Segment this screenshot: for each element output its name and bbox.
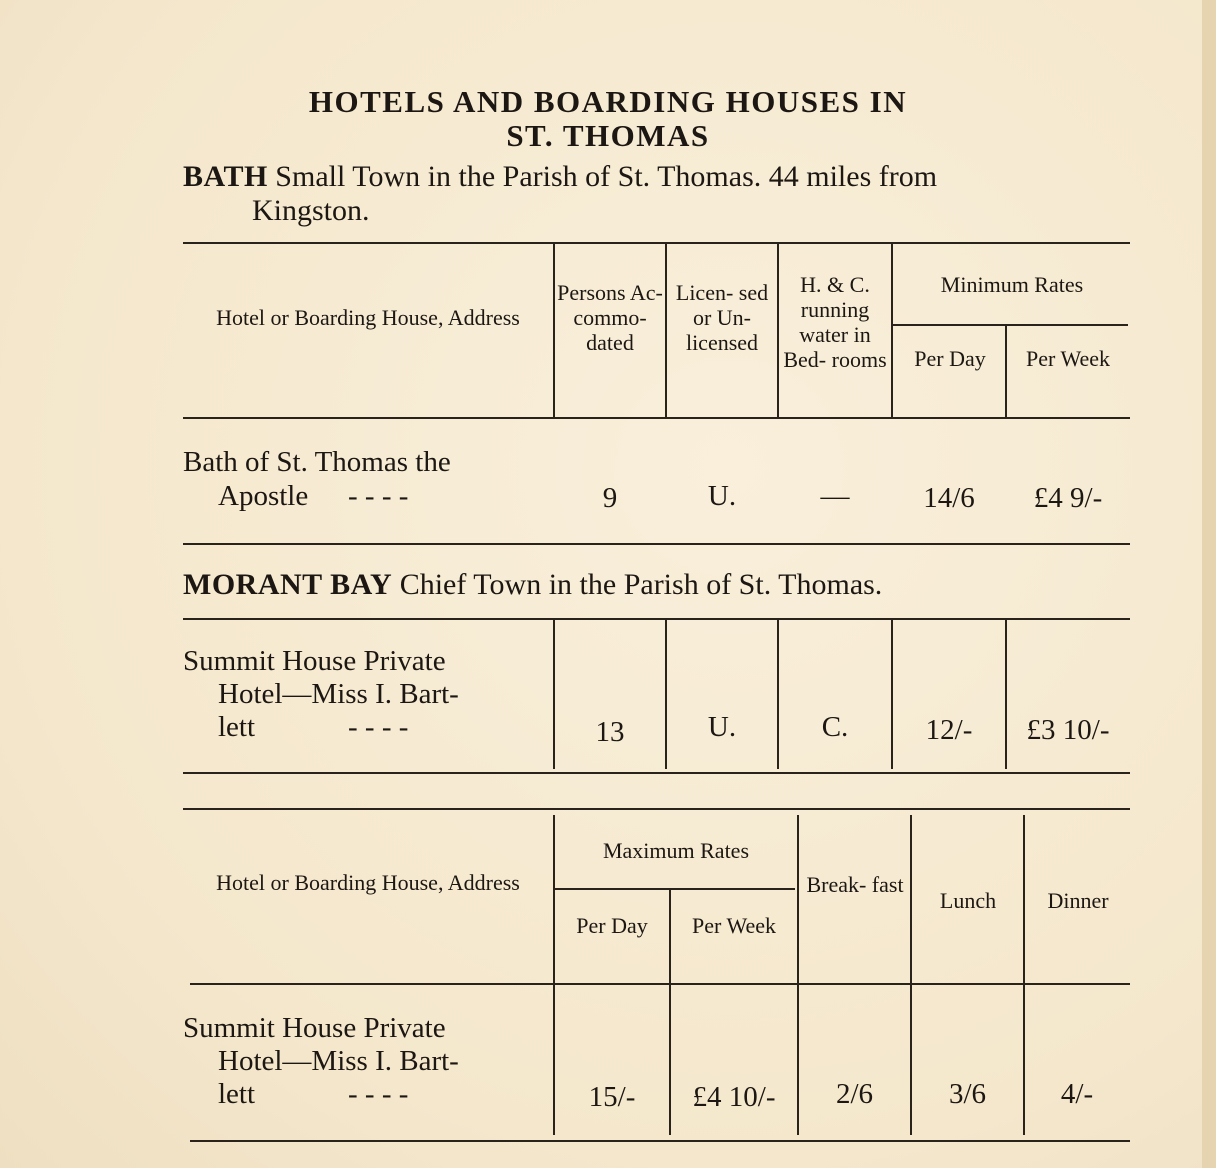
hotel-name-cont: Apostle: [218, 480, 309, 512]
header-hotel-address: Hotel or Boarding House, Address: [216, 305, 520, 330]
leader-dashes: - - - -: [348, 1078, 409, 1110]
page-edge: [1202, 0, 1216, 1168]
hotel-name: Bath of St. Thomas the: [183, 446, 451, 478]
morant-desc: Chief Town in the Parish of St. Thomas.: [392, 568, 883, 601]
header-hotel-address: Hotel or Boarding House, Address: [216, 870, 520, 895]
hotel-name-cont2: lett: [218, 1078, 256, 1110]
hotel-name-cont2: lett: [218, 711, 256, 743]
persons-value: 13: [595, 716, 625, 748]
dinner-value: 4/-: [1060, 1078, 1094, 1110]
header-lunch: Lunch: [939, 888, 997, 913]
header-minimum-rates: Minimum Rates: [940, 272, 1084, 297]
per-day-value: 15/-: [588, 1081, 636, 1113]
header-maximum-rates: Maximum Rates: [602, 838, 750, 863]
header-per-day: Per Day: [576, 913, 648, 938]
page-title-line2: ST. THOMAS: [506, 118, 710, 153]
persons-value: 9: [602, 482, 618, 514]
header-persons-accommodated: Persons Ac- commo- dated: [557, 280, 663, 355]
breakfast-value: 2/6: [835, 1078, 874, 1110]
header-per-week: Per Week: [692, 913, 776, 938]
leader-dashes: - - - -: [348, 711, 409, 743]
page-title-line1: HOTELS AND BOARDING HOUSES IN: [308, 84, 908, 119]
header-hc-running-water: H. & C. running water in Bed- rooms: [783, 272, 887, 372]
header-per-week: Per Week: [1026, 346, 1110, 371]
hotel-name: Summit House Private: [183, 1012, 446, 1044]
licensed-value: U.: [707, 711, 737, 743]
hotel-name: Summit House Private: [183, 645, 446, 677]
hotel-name-cont: Hotel—Miss I. Bart-: [218, 678, 459, 710]
header-per-day: Per Day: [914, 346, 986, 371]
per-week-value: £4 9/-: [1033, 482, 1103, 514]
morant-intro: [183, 568, 882, 602]
per-day-value: 14/6: [923, 482, 975, 514]
morant-name: MORANT BAY: [183, 568, 393, 601]
hc-value: C.: [821, 711, 849, 743]
header-licensed: Licen- sed or Un- licensed: [675, 280, 769, 355]
lunch-value: 3/6: [948, 1078, 987, 1110]
bath-desc: Small Town in the Parish of St. Thomas. 44 miles from: [267, 160, 938, 193]
per-week-value: £4 10/-: [692, 1081, 776, 1113]
header-dinner: Dinner: [1047, 888, 1109, 913]
bath-desc-line2: Kingston.: [252, 194, 370, 227]
bath-intro: [183, 160, 937, 194]
licensed-value: U.: [707, 480, 737, 512]
header-breakfast: Break- fast: [806, 872, 904, 897]
leader-dashes: - - - -: [348, 480, 409, 512]
bath-name: BATH: [183, 160, 268, 193]
per-day-value: 12/-: [925, 714, 973, 746]
hotel-name-cont: Hotel—Miss I. Bart-: [218, 1045, 459, 1077]
hc-value: —: [820, 480, 850, 512]
per-week-value: £3 10/-: [1026, 714, 1110, 746]
